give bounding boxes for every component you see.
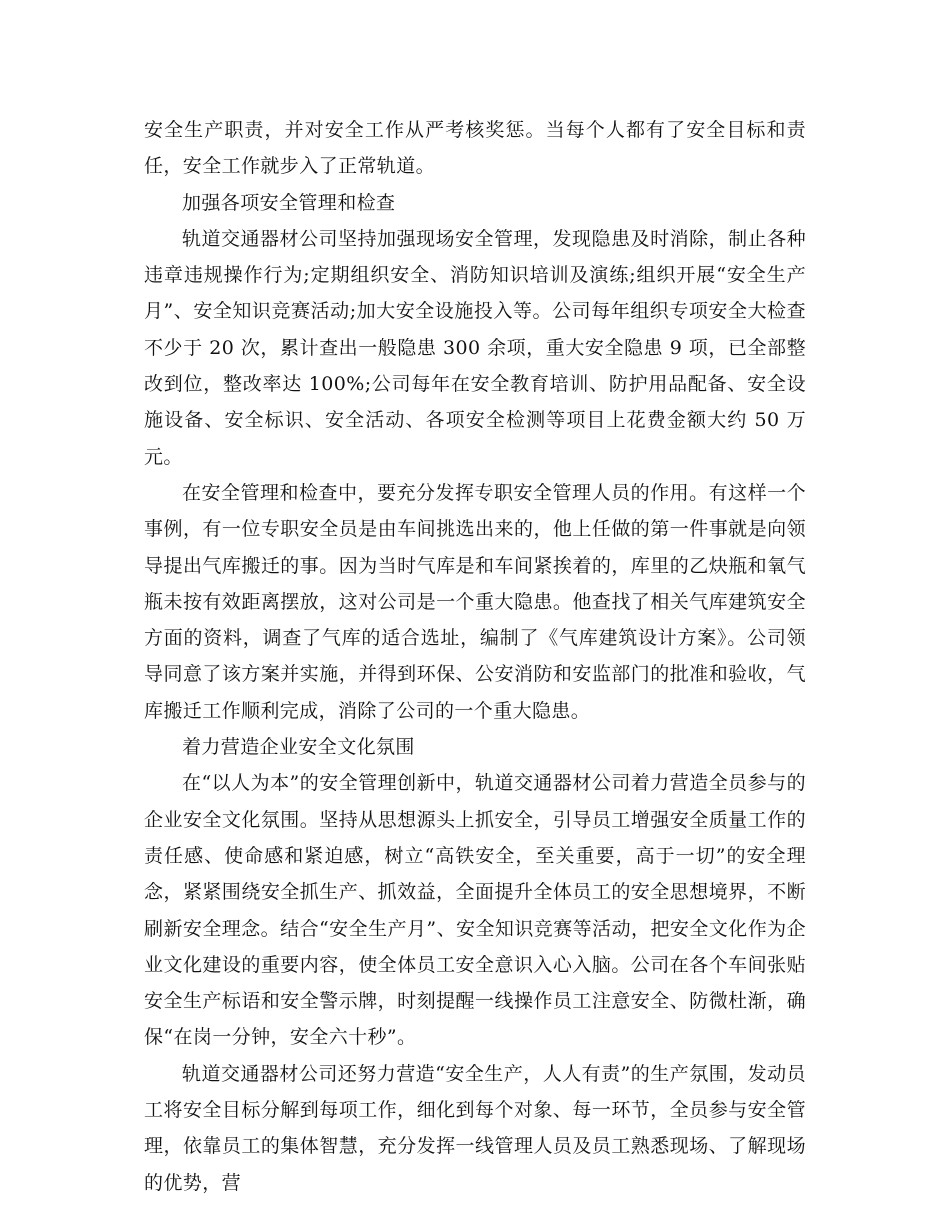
section-heading-inspection: 加强各项安全管理和检查 <box>182 191 396 214</box>
paragraph-continuation: 安全生产职责，并对安全工作从严考核奖惩。当每个人都有了安全目标和责任，安全工作就步入了正常轨道。 <box>144 119 806 178</box>
section-heading-culture: 着力营造企业安全文化氛围 <box>182 736 415 759</box>
paragraph-culture-atmosphere: 在“以人为本”的安全管理创新中，轨道交通器材公司着力营造全员参与的企业安全文化氛围。坚持从思想源头上抓安全，引导员工增强安全质量工作的责任感、使命感和紧迫感，树立“高铁安全，至关重要，高于一切”的安全理念，紧紧围绕安全抓生产、抓效益，全面提升全体员工的安全思想境界，不断刷新安全理念。结合“安全生产月”、安全知识竞赛等活动，把安全文化作为企业文化建设的重要内容，使全体员工安全意识入心入脑。公司在各个车间张贴安全生产标语和安全警示牌，时刻提醒一线操作员工注意安全、防微杜渐，确保“在岗一分钟，安全六十秒”。 <box>144 772 806 1049</box>
document-body <box>144 112 806 1201</box>
paragraph-safety-officer-example: 在安全管理和检查中，要充分发挥专职安全管理人员的作用。有这样一个事例，有一位专职安全员是由车间挑选出来的，他上任做的第一件事就是向领导提出气库搬迁的事。因为当时气库是和车间紧挨着的，库里的乙炔瓶和氧气瓶未按有效距离摆放，这对公司是一个重大隐患。他查找了相关气库建筑安全方面的资料，调查了气库的适合选址，编制了《气库建筑设计方案》。公司领导同意了该方案并实施，并得到环保、公安消防和安监部门的批准和验收，气库搬迁工作顺利完成，消除了公司的一个重大隐患。 <box>144 481 806 722</box>
paragraph-everyone-responsible: 轨道交通器材公司还努力营造“安全生产，人人有责”的生产氛围，发动员工将安全目标分解到每项工作，细化到每个对象、每一环节，全员参与安全管理，依靠员工的集体智慧，充分发挥一线管理人员及员工熟悉现场、了解现场的优势，营 <box>144 1062 806 1194</box>
paragraph-inspection-measures: 轨道交通器材公司坚持加强现场安全管理，发现隐患及时消除，制止各种违章违规操作行为;定期组织安全、消防知识培训及演练;组织开展“安全生产月”、安全知识竞赛活动;加大安全设施投入等。公司每年组织专项安全大检查不少于 20 次，累计查出一般隐患 300 余项，重大安全隐患 9 项，已全部整改到位，整改率达 100%;公司每年在安全教育培训、防护用品配备、安全设施设备、安全标识、安全活动、各项安全检测等项目上花费金额大约 50 万元。 <box>144 227 806 468</box>
